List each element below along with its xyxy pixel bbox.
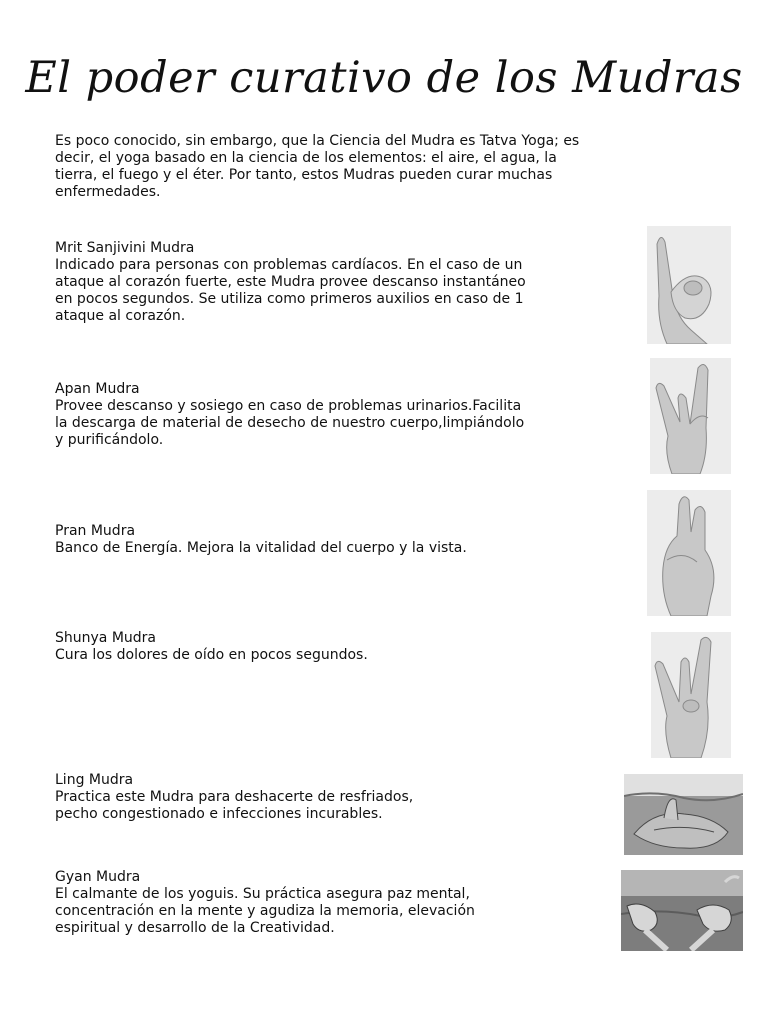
mudra-name: Gyan Mudra [55, 869, 141, 885]
mudra-name: Pran Mudra [55, 523, 136, 539]
mudra-name: Apan Mudra [55, 381, 140, 397]
ling-mudra-photo [624, 774, 743, 855]
gyan-mudra-photo [621, 870, 743, 951]
mudra-description: Indicado para personas con problemas cardíacos. En el caso de un ataque al corazón fuerte, este Mudra provee descanso instantáneo en pocos segundos. Se utiliza como primeros auxilios en caso de 1 ataque al corazón. [55, 257, 526, 324]
mudra-description: El calmante de los yoguis. Su práctica asegura paz mental, concentración en la mente y agudiza la memoria, elevación espiritual y desarrollo de la Creatividad. [55, 886, 475, 936]
mudra-section [55, 630, 645, 664]
page-title: El poder curativo de los Mudras [25, 53, 743, 103]
mudra-description: Provee descanso y sosiego en caso de problemas urinarios.Facilita la descarga de material de desecho de nuestro cuerpo,limpiándolo y purificándolo. [55, 398, 525, 448]
mudra-section [55, 381, 645, 449]
intro-paragraph: Es poco conocido, sin embargo, que la Ciencia del Mudra es Tatva Yoga; es decir, el yoga basado en la ciencia de los elementos: el aire, el agua, la tierra, el fuego y el éter. Por tanto, estos Mudras pueden curar muchas enfermedades. [55, 133, 580, 200]
mudra-name: Shunya Mudra [55, 630, 156, 646]
mudra-description: Banco de Energía. Mejora la vitalidad del cuerpo y la vista. [55, 540, 467, 556]
shunya-mudra-photo [651, 632, 731, 758]
mudra-name: Ling Mudra [55, 772, 134, 788]
mrit-sanjivini-mudra-photo [647, 226, 731, 344]
mudra-description: Practica este Mudra para deshacerte de resfriados, pecho congestionado e infecciones incurables. [55, 789, 414, 822]
mudra-section [55, 869, 645, 937]
mudra-section [55, 772, 645, 823]
apan-mudra-photo [650, 358, 731, 474]
mudra-section [55, 240, 645, 325]
mudra-section [55, 523, 645, 557]
mudra-description: Cura los dolores de oído en pocos segundos. [55, 647, 368, 663]
mudra-name: Mrit Sanjivini Mudra [55, 240, 195, 256]
pran-mudra-photo [647, 490, 731, 616]
